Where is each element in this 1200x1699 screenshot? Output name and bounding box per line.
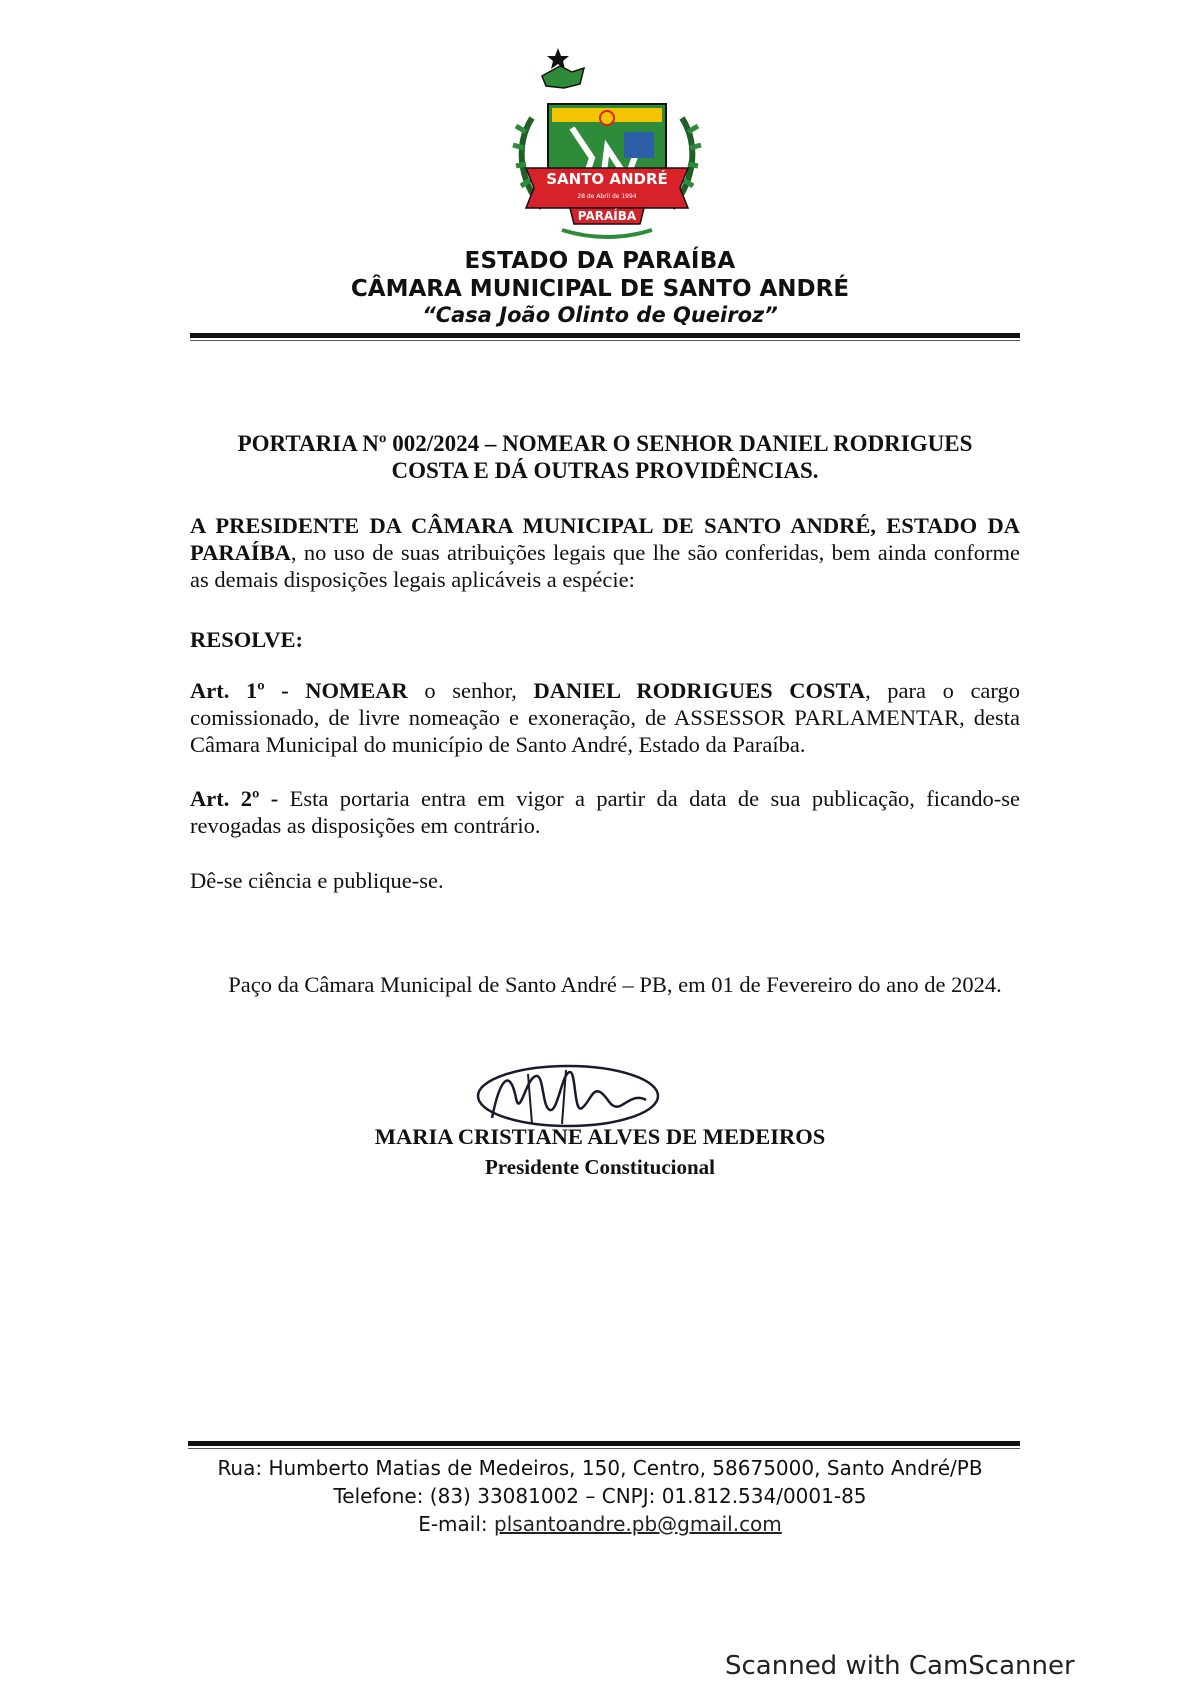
municipal-crest-icon — [512, 48, 702, 248]
header-house-name: “Casa João Olinto de Queiroz” — [422, 303, 778, 327]
article-2-label: Art. 2º - — [190, 786, 279, 811]
preamble-rest: , no uso de suas atribuições legais que lhe são conferidas, bem ainda conforme as demais disposições legais aplicáveis a espécie: — [190, 540, 1020, 592]
article-2 — [190, 785, 1020, 839]
portaria-title-line-1: PORTARIA Nº 002/2024 – NOMEAR O SENHOR DANIEL RODRIGUES — [237, 431, 973, 456]
preamble-paragraph — [190, 512, 1020, 593]
footer-email-label: E-mail: — [418, 1512, 495, 1536]
header-divider-thin — [190, 340, 1020, 341]
portaria-title — [190, 430, 1020, 484]
footer-divider — [188, 1441, 1020, 1446]
header-state: ESTADO DA PARAÍBA — [464, 248, 736, 274]
crest-star — [547, 48, 569, 69]
footer-email-line — [0, 1512, 1200, 1536]
article-1-label: Art. 1º - NOMEAR — [190, 678, 408, 703]
article-1-appointee: DANIEL RODRIGUES COSTA — [533, 678, 866, 703]
signatory-name: MARIA CRISTIANE ALVES DE MEDEIROS — [374, 1124, 826, 1149]
scanner-watermark: Scanned with CamScanner — [725, 1651, 1075, 1681]
portaria-title-line-2: COSTA E DÁ OUTRAS PROVIDÊNCIAS. — [391, 458, 819, 483]
article-2-text: Esta portaria entra em vigor a partir da data de sua publicação, ficando-se revogadas as disposições em contrário. — [190, 786, 1020, 838]
article-1-text-b: , para o cargo comissionado, de livre nomeação e exoneração, de ASSESSOR PARLAMENTAR, desta Câmara Municipal do município de Santo André, Estado da Paraíba. — [190, 678, 1021, 757]
header-chamber: CÂMARA MUNICIPAL DE SANTO ANDRÉ — [350, 276, 850, 302]
footer-divider-thin — [188, 1448, 1020, 1449]
crest-text-date: 28 de Abril de 1994 — [577, 193, 637, 200]
footer-phone-cnpj: Telefone: (83) 33081002 – CNPJ: 01.812.534/0001-85 — [333, 1484, 867, 1508]
footer-address: Rua: Humberto Matias de Medeiros, 150, Centro, 58675000, Santo André/PB — [217, 1456, 983, 1480]
date-place: Paço da Câmara Municipal de Santo André – PB, em 01 de Fevereiro do ano de 2024. — [228, 972, 1002, 997]
article-1 — [190, 677, 1020, 758]
header-divider — [190, 333, 1020, 338]
resolve-heading: RESOLVE: — [190, 627, 303, 652]
closing-statement: Dê-se ciência e publique-se. — [190, 868, 444, 893]
crest-text-top: SANTO ANDRÉ — [546, 170, 668, 188]
crest-text-bottom: PARAÍBA — [577, 209, 637, 223]
footer-email-link[interactable]: plsantoandre.pb@gmail.com — [494, 1512, 782, 1536]
article-1-text-a: o senhor, — [407, 678, 534, 703]
preamble-bold: A PRESIDENTE DA CÂMARA MUNICIPAL DE SANTO ANDRÉ, ESTADO DA PARAÍBA — [190, 513, 1020, 565]
signatory-role: Presidente Constitucional — [484, 1155, 716, 1179]
crest-map — [542, 66, 584, 88]
